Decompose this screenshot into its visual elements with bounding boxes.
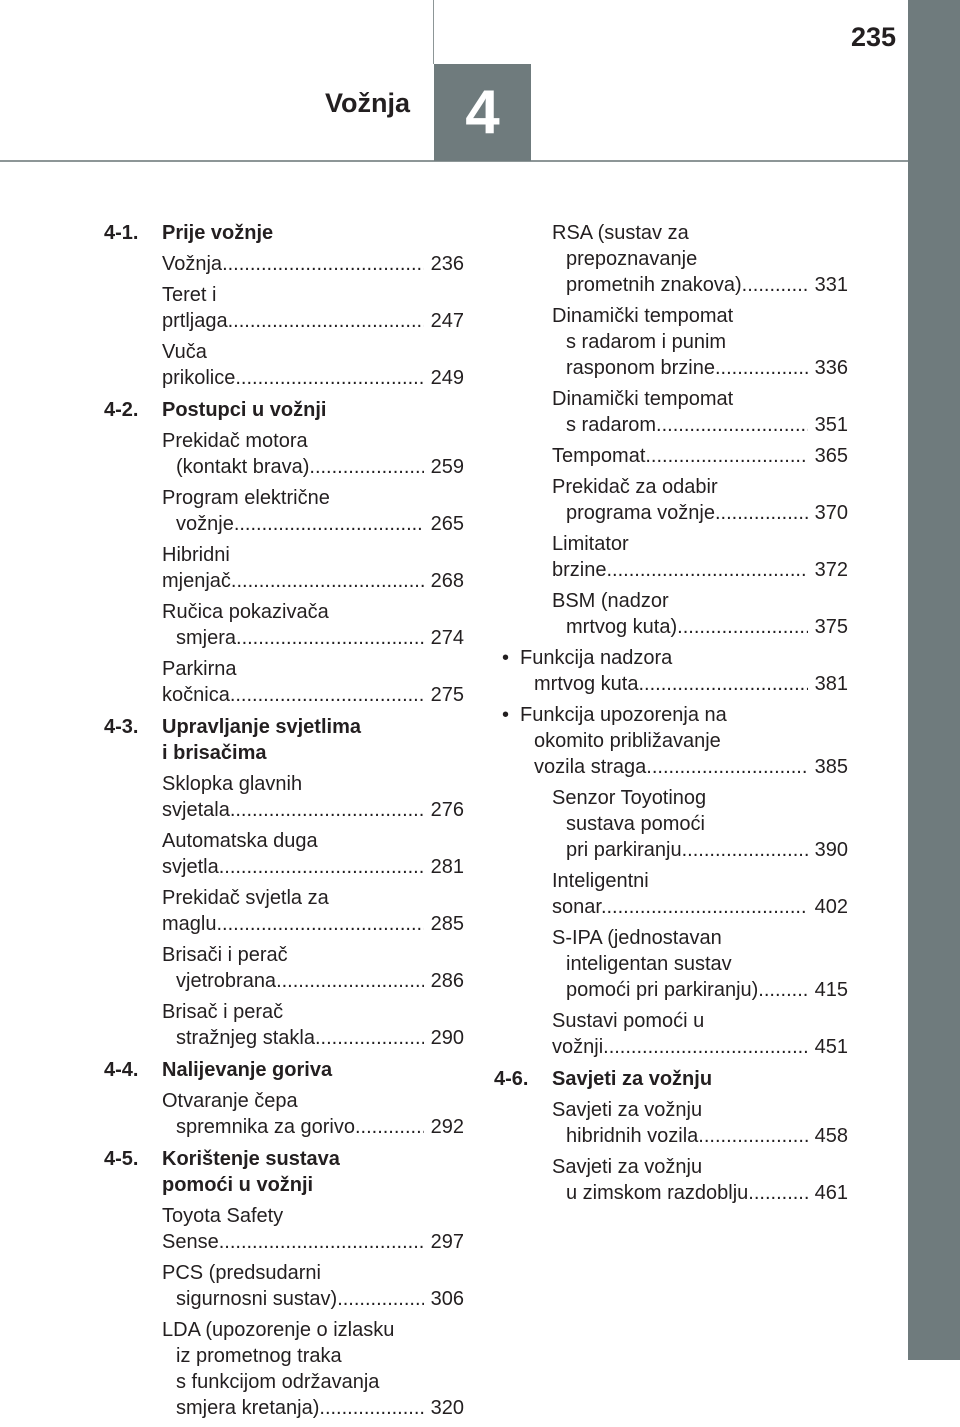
toc-entry[interactable]	[162, 599, 464, 651]
toc-entry-page: 306	[430, 1288, 464, 1310]
toc-entry[interactable]	[162, 542, 464, 594]
toc-entry-text: Tempomat	[552, 445, 646, 467]
toc-entry[interactable]	[162, 1317, 464, 1421]
toc-entry-page: 390	[814, 839, 848, 861]
toc-entry-text: Brisači i perač vjetrobrana .....	[162, 942, 424, 994]
section-number: 4-2.	[104, 399, 139, 421]
toc-right-column	[494, 220, 848, 1212]
toc-entry-page: 275	[430, 684, 464, 706]
toc-entry-page: 290	[430, 1027, 464, 1049]
toc-entry[interactable]	[552, 303, 848, 381]
toc-entry-page: 461	[814, 1182, 848, 1204]
toc-entry[interactable]	[162, 885, 464, 937]
toc-entry[interactable]	[162, 656, 464, 708]
toc-entry[interactable]	[552, 785, 848, 863]
toc-entry-page: 320	[430, 1397, 464, 1419]
toc-entry-text: Teret i prtljaga	[162, 284, 228, 332]
toc-subentry[interactable]	[502, 645, 848, 697]
toc-entry[interactable]	[552, 443, 848, 469]
toc-entry-page: 265	[430, 513, 464, 535]
toc-entry-text: Prekidač za odabir programa vožnje .....	[552, 474, 808, 526]
toc-left-column	[104, 220, 464, 1427]
toc-entry[interactable]	[552, 868, 848, 920]
header-divider-vertical	[433, 0, 434, 64]
toc-entry-page: 375	[814, 616, 848, 638]
toc-entry-page: 259	[430, 456, 464, 478]
toc-entry-page: 274	[430, 627, 464, 649]
toc-entry-text: BSM (nadzor mrtvog kuta) .....	[552, 588, 808, 640]
toc-entry-page: 415	[814, 979, 848, 1001]
section-number: 4-5.	[104, 1148, 139, 1170]
chapter-title: Vožnja	[324, 88, 410, 118]
toc-entry-page: 268	[430, 570, 464, 592]
toc-entry-text: PCS (predsudarni sigurnosni sustav) .....	[162, 1260, 424, 1312]
toc-entry-page: 370	[814, 502, 848, 524]
toc-entry-text: Dinamički tempomat s radarom i punim rasponom brzine .....	[552, 303, 808, 381]
toc-entry[interactable]	[552, 1154, 848, 1206]
toc-entry-text: Prekidač motora (kontakt brava) .....	[162, 428, 424, 480]
toc-entry[interactable]	[162, 428, 464, 480]
toc-entry-text: Senzor Toyotinog sustava pomoći pri parkiranju .....	[552, 785, 808, 863]
toc-entry[interactable]	[552, 1097, 848, 1149]
toc-entry-page: 365	[814, 445, 848, 467]
toc-entry-text: Savjeti za vožnju u zimskom razdoblju .....	[552, 1154, 808, 1206]
toc-entry[interactable]	[552, 1008, 848, 1060]
toc-entry-page: 351	[814, 414, 848, 436]
section-title: Prije vožnje	[162, 222, 274, 244]
side-tab-bar	[908, 0, 960, 1360]
toc-entry[interactable]	[552, 220, 848, 298]
toc-entry-text: Otvaranje čepa spremnika za gorivo .....	[162, 1088, 424, 1140]
section-title: Korištenje sustava pomoći u vožnji	[162, 1148, 340, 1196]
section-title: Savjeti za vožnju	[552, 1068, 713, 1090]
toc-entry-text: S-IPA (jednostavan inteligentan sustav pomoći pri parkiranju) .....	[552, 925, 808, 1003]
chapter-number-box: 4	[434, 64, 531, 161]
toc-entry[interactable]	[162, 771, 464, 823]
toc-entry-text: Hibridni mjenjač	[162, 544, 231, 592]
section-heading[interactable]	[104, 1057, 464, 1083]
toc-section-4-2	[104, 397, 464, 708]
toc-entry-page: 402	[814, 896, 848, 918]
toc-entry-page: 458	[814, 1125, 848, 1147]
toc-entry-page: 236	[430, 253, 464, 275]
toc-entry-page: 286	[430, 970, 464, 992]
toc-entry[interactable]	[162, 1088, 464, 1140]
toc-entry-page: 372	[814, 559, 848, 581]
section-heading[interactable]	[104, 1146, 464, 1198]
toc-entry-text: Parkirna kočnica	[162, 658, 237, 706]
toc-entry-text: Inteligentni sonar	[552, 870, 649, 918]
toc-entry-page: 285	[430, 913, 464, 935]
section-number: 4-1.	[104, 222, 139, 244]
section-title: Nalijevanje goriva	[162, 1059, 333, 1081]
toc-section-4-6	[494, 1066, 848, 1206]
toc-entry-text: Ručica pokazivača smjera .....	[162, 599, 424, 651]
toc-entry[interactable]	[552, 588, 848, 640]
section-heading[interactable]	[104, 220, 464, 246]
toc-entry-page: 297	[430, 1231, 464, 1253]
toc-entry[interactable]	[162, 251, 464, 277]
toc-entry-page: 331	[814, 274, 848, 296]
toc-entry-text: Vožnja	[162, 253, 223, 275]
toc-entry[interactable]	[162, 999, 464, 1051]
section-number: 4-4.	[104, 1059, 139, 1081]
toc-subentry[interactable]	[502, 702, 848, 780]
section-title: Upravljanje svjetlima i brisačima	[162, 716, 361, 764]
toc-entry-text: Vuča prikolice	[162, 341, 236, 389]
toc-entry-text: LDA (upozorenje o izlasku iz prometnog traka s funkcijom održavanja smjera kretanja) .....	[162, 1317, 424, 1421]
toc-entry-page: 249	[430, 367, 464, 389]
toc-entry-text: Automatska duga svjetla	[162, 830, 318, 878]
toc-entry-text: Sklopka glavnih svjetala	[162, 773, 303, 821]
page-number: 235	[850, 22, 896, 52]
toc-entry-page: 451	[814, 1036, 848, 1058]
toc-entry-page: 247	[430, 310, 464, 332]
toc-section-4-1	[104, 220, 464, 391]
bullet-icon: •	[502, 647, 510, 669]
toc-entry-text: Sustavi pomoći u vožnji	[552, 1010, 705, 1058]
section-number: 4-6.	[494, 1068, 529, 1090]
section-number: 4-3.	[104, 716, 139, 738]
toc-entry-page: 336	[814, 357, 848, 379]
toc-entry[interactable]	[162, 1203, 464, 1255]
toc-entry-page: 381	[814, 673, 848, 695]
toc-entry-page: 276	[430, 799, 464, 821]
toc-entry-text: Brisač i perač stražnjeg stakla .....	[162, 999, 424, 1051]
toc-entry[interactable]	[162, 942, 464, 994]
toc-subentry-text: Funkcija upozorenja na okomito približavanje vozila straga .....	[520, 702, 808, 780]
toc-entry-text: Prekidač svjetla za maglu	[162, 887, 329, 935]
toc-entry-page: 281	[430, 856, 464, 878]
section-heading[interactable]	[494, 1066, 848, 1092]
toc-entry-page: 385	[814, 756, 848, 778]
toc-entry[interactable]	[552, 531, 848, 583]
section-title: Postupci u vožnji	[162, 399, 327, 421]
toc-entry[interactable]	[552, 386, 848, 438]
toc-section-4-5	[104, 1146, 464, 1421]
toc-entry-text: RSA (sustav za prepoznavanje prometnih znakova) .....	[552, 220, 808, 298]
section-heading[interactable]	[104, 714, 464, 766]
toc-entry-text: Savjeti za vožnju hibridnih vozila .....	[552, 1097, 808, 1149]
toc-section-4-3	[104, 714, 464, 1051]
toc-entry[interactable]	[552, 925, 848, 1003]
toc-entry[interactable]	[552, 474, 848, 526]
toc-entry-text: Dinamički tempomat s radarom .....	[552, 386, 808, 438]
toc-entry[interactable]	[162, 485, 464, 537]
toc-subentry-text: Funkcija nadzora mrtvog kuta .....	[520, 645, 808, 697]
section-heading[interactable]	[104, 397, 464, 423]
toc-entry[interactable]	[162, 339, 464, 391]
toc-entry[interactable]	[162, 282, 464, 334]
toc-entry-text: Program električne vožnje .....	[162, 485, 424, 537]
toc-entry-text: Toyota Safety Sense	[162, 1205, 284, 1253]
toc-entry-text: Limitator brzine	[552, 533, 629, 581]
toc-section-4-4	[104, 1057, 464, 1140]
toc-entry[interactable]	[162, 1260, 464, 1312]
toc-entry-page: 292	[430, 1116, 464, 1138]
bullet-icon: •	[502, 704, 510, 726]
toc-entry[interactable]	[162, 828, 464, 880]
